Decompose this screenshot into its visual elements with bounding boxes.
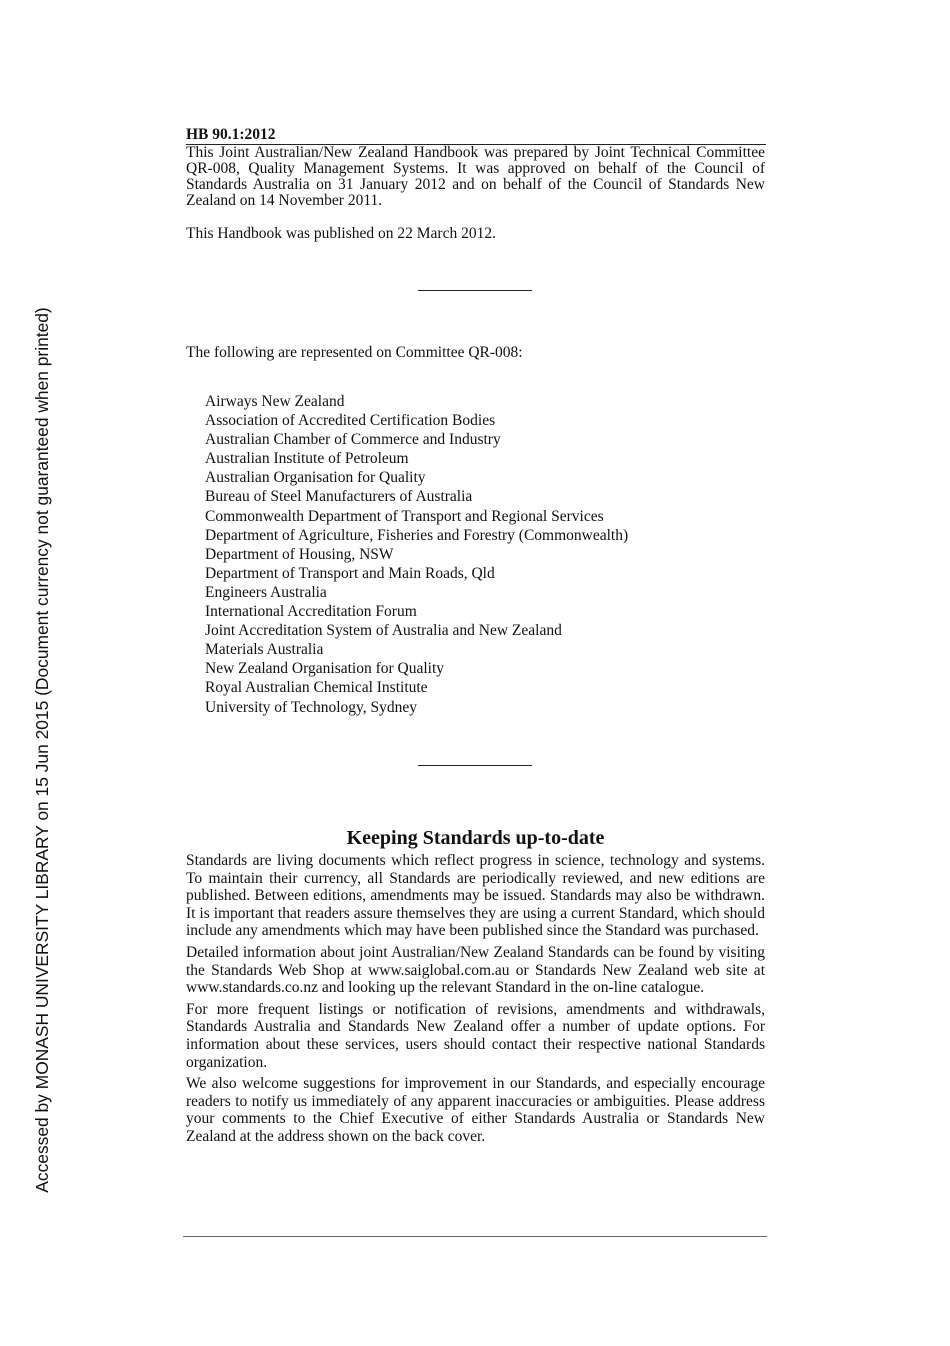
divider-top bbox=[418, 290, 532, 291]
list-item: Association of Accredited Certification Bodies bbox=[205, 412, 496, 430]
list-item: Airways New Zealand bbox=[205, 393, 345, 410]
list-item: Australian Chamber of Commerce and Industry bbox=[205, 431, 501, 449]
paragraph: Detailed information about joint Australian/New Zealand Standards can be found by visiting the Standards Web Shop at www.saiglobal.com.au or Standards New Zealand web site at www.standards.co.nz and looking up the relevant Standard in the on-line catalogue. bbox=[186, 943, 765, 997]
list-item: Department of Agriculture, Fisheries and Forestry (Commonwealth) bbox=[205, 526, 629, 544]
footer-rule bbox=[183, 1236, 767, 1237]
list-item: Australian Organisation for Quality bbox=[205, 469, 426, 487]
list-item: University of Technology, Sydney bbox=[205, 698, 418, 716]
divider-middle bbox=[418, 765, 532, 766]
list-item: Australian Institute of Petroleum bbox=[205, 450, 409, 468]
access-watermark: Accessed by MONASH UNIVERSITY LIBRARY on 15 Jun 2015 (Document currency not guaranteed when printed) bbox=[32, 307, 52, 1193]
list-item: Joint Accreditation System of Australia and New Zealand bbox=[205, 622, 562, 640]
paragraph: We also welcome suggestions for improvement in our Standards, and especially encourage readers to notify us immediately of any apparent inaccuracies or ambiguities. Please address your comments to the Chief Executive of either Standards Australia or Standards New Zealand at the address shown on the back cover. bbox=[186, 1075, 765, 1145]
section-body bbox=[186, 852, 765, 1150]
list-item: Department of Housing, NSW bbox=[205, 545, 394, 563]
list-item: Materials Australia bbox=[205, 641, 324, 659]
section-heading: Keeping Standards up-to-date bbox=[346, 827, 605, 849]
list-item: Commonwealth Department of Transport and Regional Services bbox=[205, 507, 604, 525]
list-item: International Accreditation Forum bbox=[205, 603, 417, 621]
list-item: Bureau of Steel Manufacturers of Australia bbox=[205, 488, 473, 506]
document-id: HB 90.1:2012 bbox=[186, 126, 766, 145]
list-item: Engineers Australia bbox=[205, 583, 327, 601]
committee-intro: The following are represented on Committee QR-008: bbox=[186, 344, 523, 361]
paragraph: Standards are living documents which reflect progress in science, technology and systems. To maintain their currency, all Standards are periodically reviewed, and new editions are published. Between editions, amendments may be issued. Standards may also be withdrawn. It is important that readers assure themselves they are using a current Standard, which should include any amendments which may have been published since the Standard was purchased. bbox=[186, 852, 765, 940]
list-item: New Zealand Organisation for Quality bbox=[205, 660, 445, 678]
preparation-statement: This Joint Australian/New Zealand Handbook was prepared by Joint Technical Committee QR-008, Quality Management Systems. It was approved on behalf of the Council of Standards Australia on 31 January 2012 and on behalf of the Council of Standards New Zealand on 14 November 2011. bbox=[186, 144, 765, 209]
list-item: Department of Transport and Main Roads, Qld bbox=[205, 564, 495, 582]
list-item: Royal Australian Chemical Institute bbox=[205, 679, 428, 697]
paragraph: For more frequent listings or notification of revisions, amendments and withdrawals, Standards Australia and Standards New Zealand offer a number of update options. For information about these services, users should contact their respective national Standards organization. bbox=[186, 1000, 765, 1071]
committee-member-list bbox=[205, 392, 765, 717]
publication-date-statement: This Handbook was published on 22 March 2012. bbox=[186, 225, 496, 242]
